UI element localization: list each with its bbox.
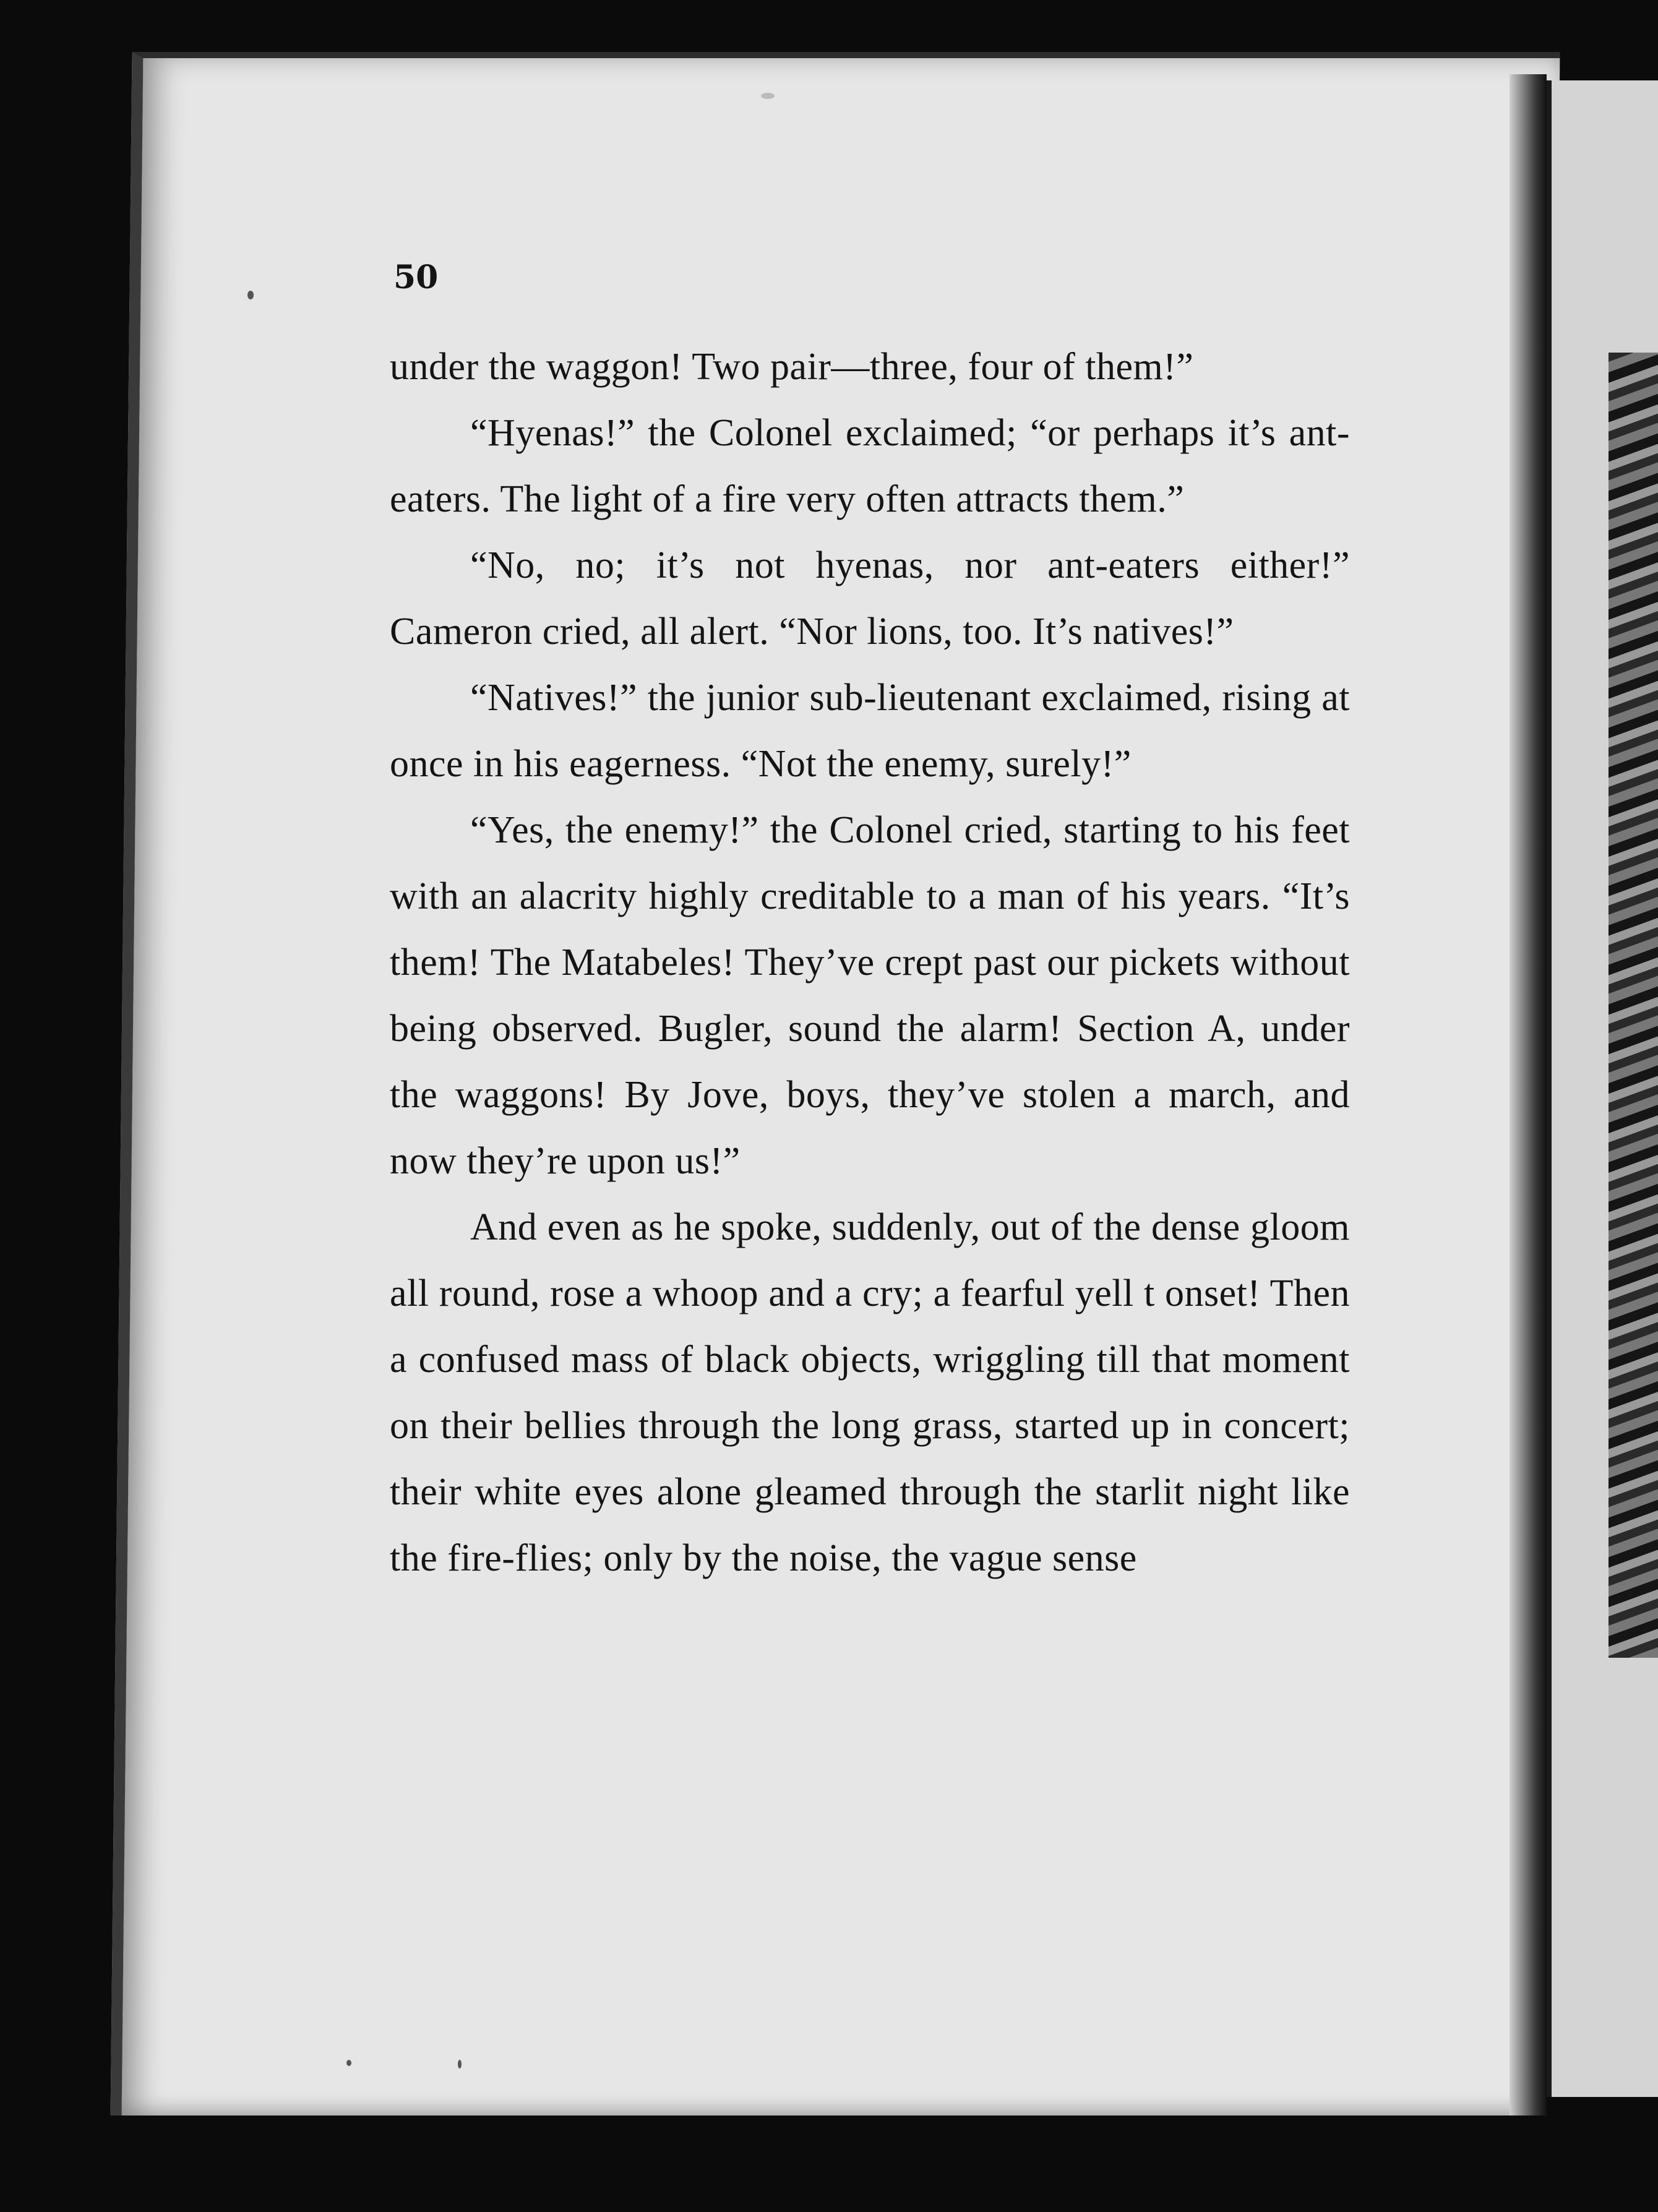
page-gutter [1510, 74, 1547, 2116]
body-text [390, 334, 1350, 1592]
scan-border-bottom [93, 2116, 1578, 2212]
paragraph: “Natives!” the junior sub-lieutenant exclaimed, rising at once in his eagerness. “Not the enemy, surely!” [390, 677, 1350, 785]
scan-speck [458, 2060, 462, 2068]
page-number: 50 [393, 259, 439, 296]
paragraph: And even as he spoke, suddenly, out of the dense gloom all round, rose a whoop and a cry; a fearful yell t onset! Then a confused mass of black objects, wriggling till that moment on their bellies through the long grass, started up in concert; their white eyes alone gleamed through the starlit night like the fire-flies; only by the noise, the vague sense [390, 1206, 1350, 1579]
facing-page-illustration [1609, 353, 1658, 1658]
scan-speck [761, 93, 775, 99]
paragraph: “Yes, the enemy!” the Colonel cried, starting to his feet with an alacrity highly creditable to a man of his years. “It’s them! The Matabeles! They’ve crept past our pickets without being observed. Bugler, sound the alarm! Section A, under the waggons! By Jove, boys, they’ve stolen a march, and now they’re upon us!” [390, 809, 1350, 1182]
scan-speck [247, 291, 254, 299]
paragraph: “No, no; it’s not hyenas, nor ant-eaters either!” Cameron cried, all alert. “Nor lions, too. It’s natives!” [390, 544, 1350, 653]
scan-speck [346, 2060, 351, 2066]
paragraph: “Hyenas!” the Colonel exclaimed; “or perhaps it’s ant-eaters. The light of a fire very often attracts them.” [390, 412, 1350, 520]
paragraph: under the waggon! Two pair—three, four of them!” [390, 346, 1194, 388]
